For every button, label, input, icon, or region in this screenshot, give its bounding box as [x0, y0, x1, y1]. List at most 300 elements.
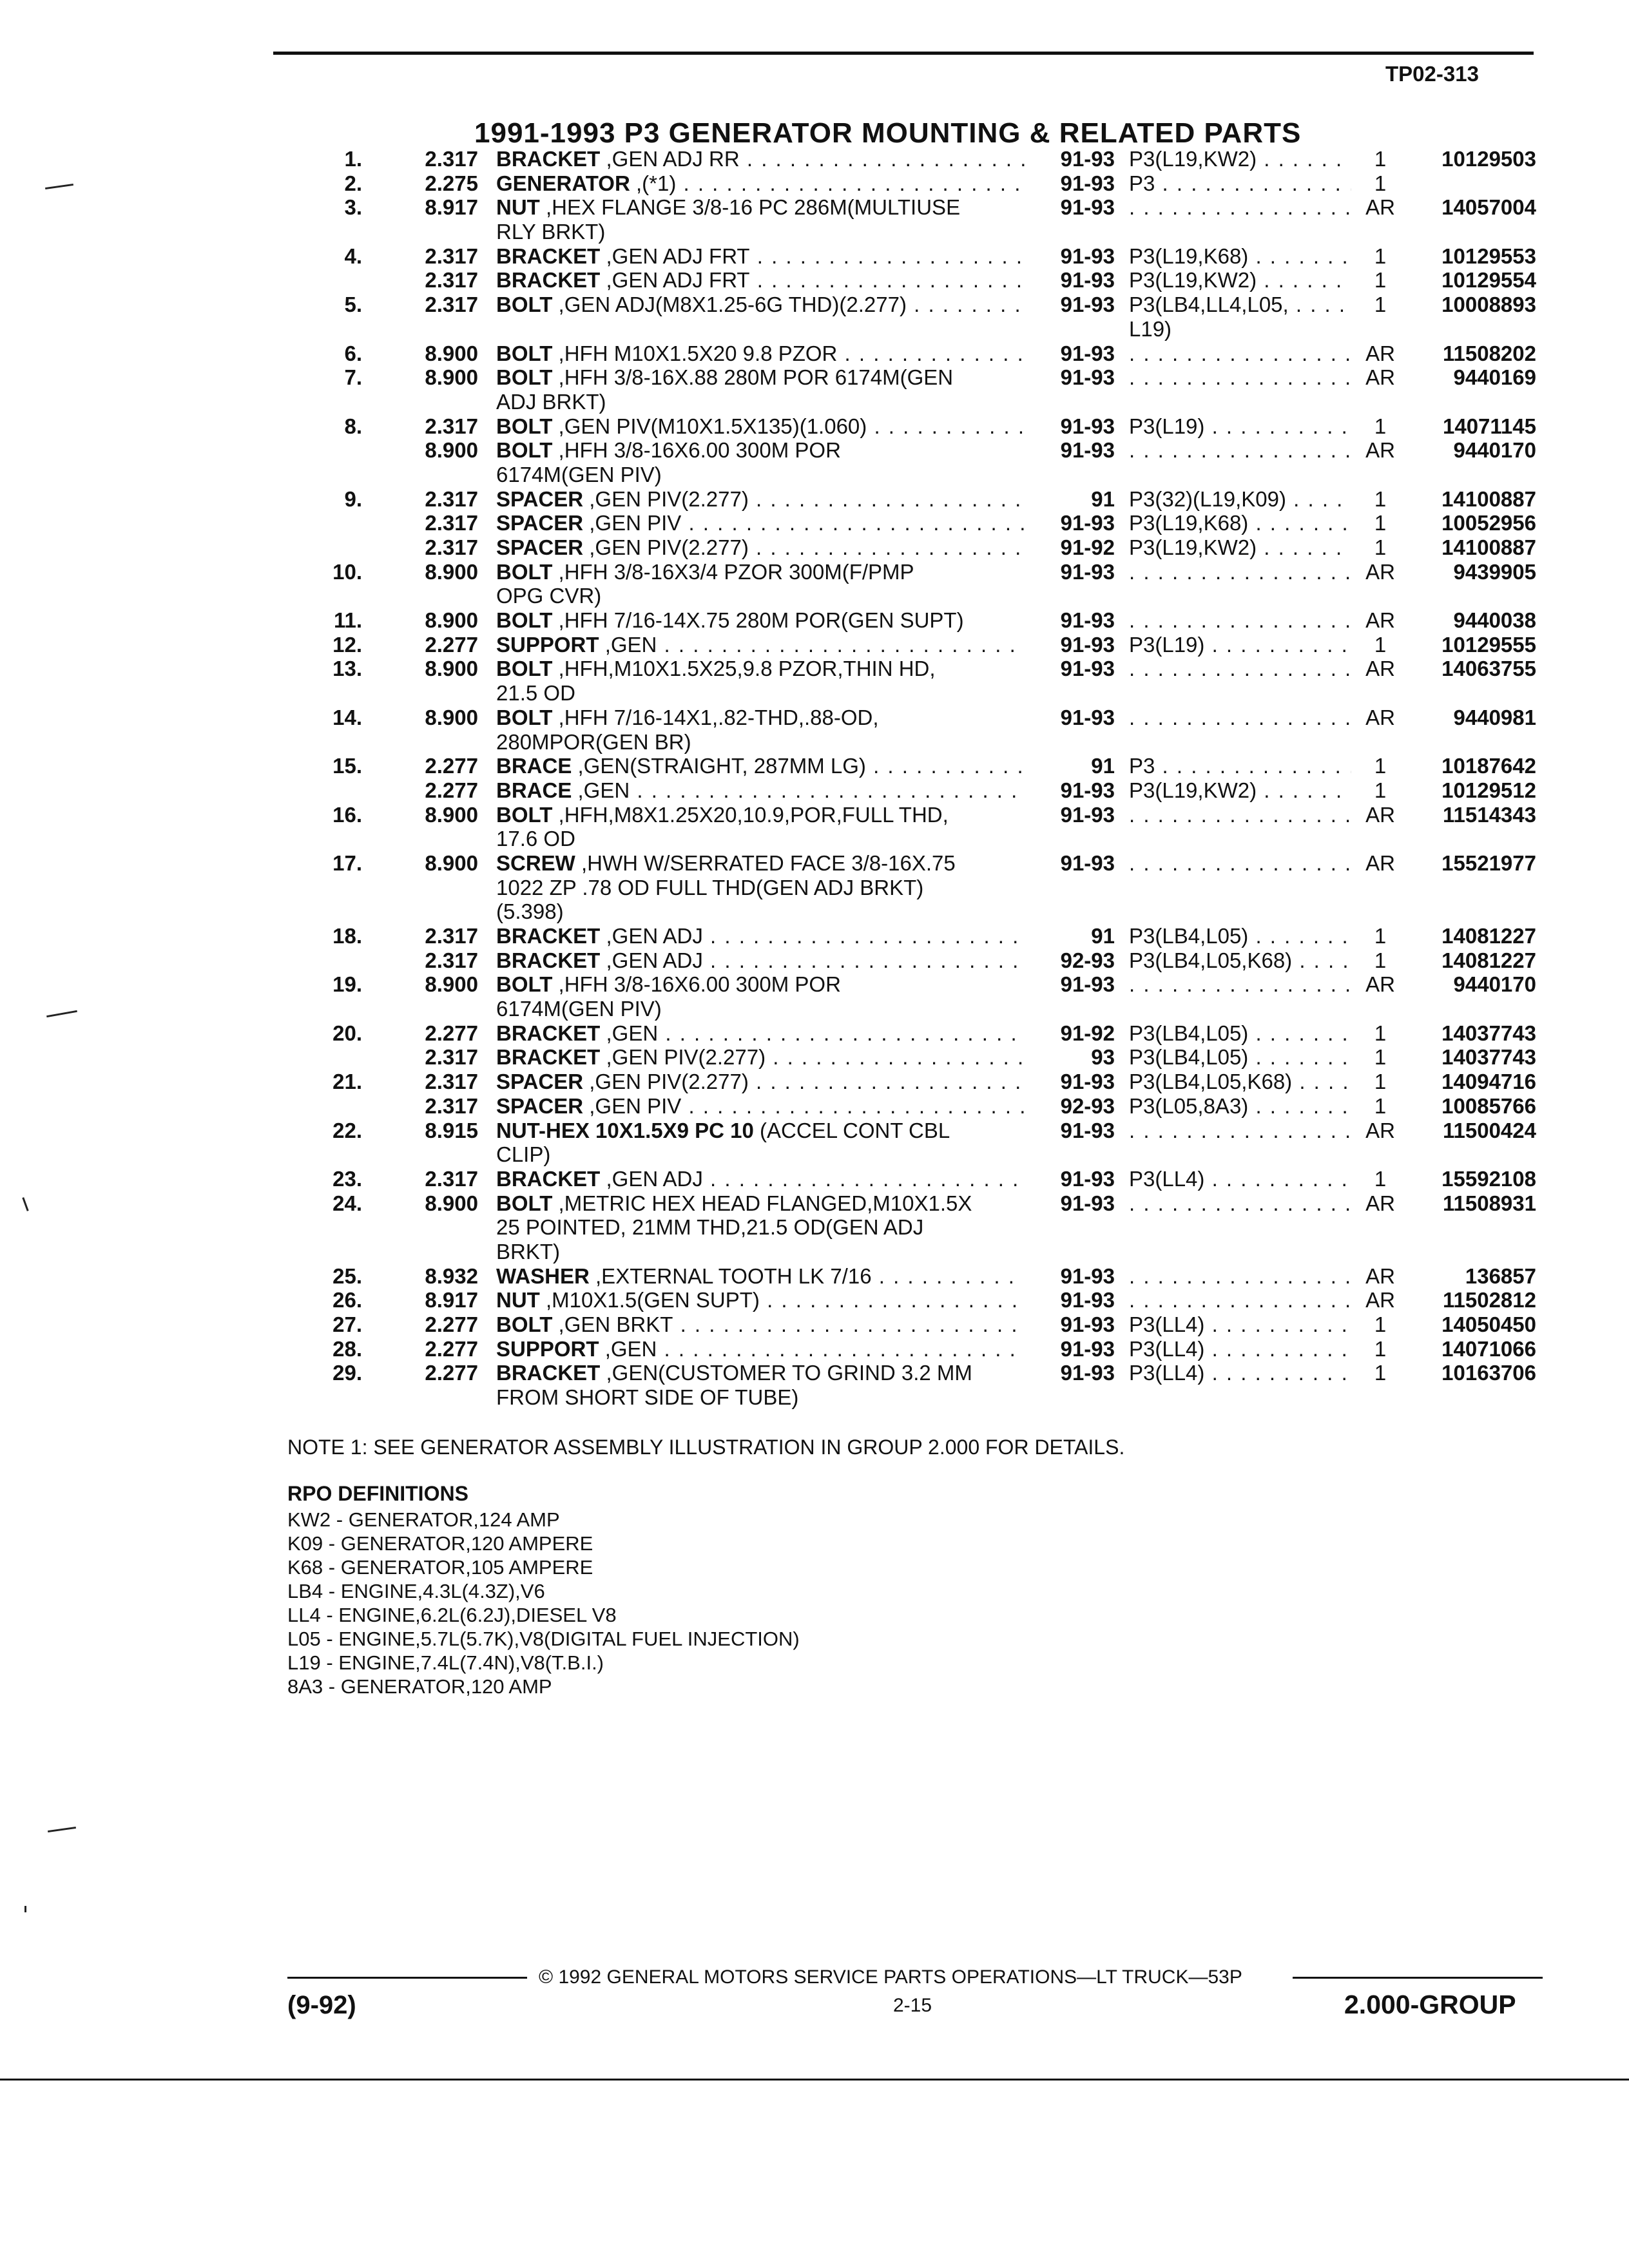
part-description: [496, 268, 1025, 293]
part-detail: ,GEN: [599, 1336, 657, 1361]
model-years: 91-93: [1060, 1070, 1115, 1094]
rpo-usage: P3 . . .: [1129, 754, 1351, 778]
rpo-usage: P3(L19,K68) . . .: [1129, 511, 1351, 535]
rpo-definition: 8A3 - GENERATOR,120 AMP: [287, 1675, 552, 1698]
parts-row-main: [0, 341, 1629, 366]
quantity: 1: [1374, 632, 1387, 657]
part-number: 14063755: [1441, 657, 1536, 681]
part-number: 10085766: [1441, 1093, 1536, 1118]
group-number: 8.900: [425, 608, 478, 633]
parts-row: [0, 803, 1629, 851]
quantity: 1: [1374, 1070, 1387, 1094]
part-name: WASHER: [496, 1264, 590, 1288]
part-detail: ,GEN ADJ FRT: [600, 244, 750, 268]
parts-row-main: [0, 972, 1629, 997]
part-number: 10129512: [1441, 778, 1536, 802]
part-description: [496, 560, 1025, 584]
rpo-usage: [1129, 972, 1351, 997]
parts-row-continuation: [0, 584, 1629, 608]
part-detail: ,GEN ADJ: [600, 1166, 703, 1191]
parts-row-continuation: [0, 1385, 1629, 1410]
part-description: [496, 511, 1025, 535]
part-description-continued: 1022 ZP .78 OD FULL THD(GEN ADJ BRKT): [496, 875, 924, 899]
model-years: 91-93: [1060, 705, 1115, 729]
parts-row: [0, 851, 1629, 924]
parts-row: [0, 1021, 1629, 1046]
parts-row: [0, 608, 1629, 633]
part-detail: ,HFH 7/16-14X.75 280M POR(GEN SUPT): [552, 608, 964, 633]
part-description: [496, 851, 1025, 876]
part-name: SPACER: [496, 1093, 584, 1118]
part-detail: ,GEN PIV: [583, 511, 682, 535]
rpo-usage: P3(LB4,L05) . . .: [1129, 1045, 1351, 1070]
rpo-usage: P3(LL4) . . .: [1129, 1361, 1351, 1385]
part-name: BOLT: [496, 1312, 553, 1336]
model-years: 91-93: [1060, 1166, 1115, 1191]
rpo-usage: P3(L19,KW2) . . .: [1129, 147, 1351, 171]
group-number: 8.900: [425, 705, 478, 729]
part-name: BRACKET: [496, 948, 601, 972]
parts-row: [0, 268, 1629, 293]
group-number: 2.317: [425, 1070, 478, 1094]
quantity: 1: [1374, 293, 1387, 317]
part-detail: ,GEN PIV(2.277): [583, 486, 749, 511]
quantity: 1: [1374, 754, 1387, 778]
parts-row-continuation: [0, 681, 1629, 706]
model-years: 91-93: [1060, 850, 1115, 875]
group-number: 8.900: [425, 850, 478, 875]
parts-row: [0, 147, 1629, 171]
parts-list: [0, 147, 1629, 1410]
part-detail: ,GEN PIV(M10X1.5X135)(1.060): [552, 414, 867, 438]
part-number: 15592108: [1441, 1166, 1536, 1191]
part-number: 10187642: [1441, 754, 1536, 778]
rpo-usage: [1129, 341, 1351, 366]
parts-row: [0, 1045, 1629, 1070]
part-number: 14071066: [1441, 1336, 1536, 1361]
quantity: 1: [1374, 948, 1387, 972]
part-detail: ,HFH 3/8-16X.88 280M POR 6174M(GEN: [552, 365, 954, 390]
part-detail: ,GEN PIV: [583, 1093, 682, 1118]
part-name: NUT: [496, 195, 540, 220]
part-detail: ,EXTERNAL TOOTH LK 7/16: [589, 1264, 872, 1288]
parts-row: [0, 487, 1629, 512]
part-description-continued: BRKT): [496, 1239, 560, 1264]
quantity: AR: [1365, 438, 1395, 463]
quantity: AR: [1365, 559, 1395, 584]
quantity: 1: [1374, 1312, 1387, 1336]
part-description-continued: 17.6 OD: [496, 827, 575, 851]
part-name: BRACKET: [496, 924, 601, 948]
part-name: BRACE: [496, 778, 572, 802]
note: NOTE 1: SEE GENERATOR ASSEMBLY ILLUSTRATION IN GROUP 2.000 FOR DETAILS.: [287, 1436, 1125, 1459]
model-years: 91-93: [1060, 632, 1115, 657]
group-number: 2.277: [425, 1361, 478, 1385]
rpo-usage-continued: L19): [1129, 316, 1172, 341]
rpo-usage: P3(LL4) . . .: [1129, 1312, 1351, 1337]
rpo-usage: P3(LB4,L05,K68) . . .: [1129, 948, 1351, 973]
rpo-usage: P3(LB4,L05) . . .: [1129, 1021, 1351, 1046]
part-description: [496, 803, 1025, 827]
parts-row-main: [0, 195, 1629, 220]
quantity: AR: [1365, 341, 1395, 365]
part-name: BOLT: [496, 365, 553, 390]
quantity: 1: [1374, 244, 1387, 268]
part-description: [496, 657, 1025, 681]
rpo-usage: P3(L19,KW2) . . .: [1129, 778, 1351, 803]
parts-row: [0, 1119, 1629, 1167]
part-number: 14100887: [1441, 486, 1536, 511]
rpo-usage: P3(L19,KW2) . . .: [1129, 535, 1351, 560]
quantity: 1: [1374, 1045, 1387, 1070]
parts-row-main: [0, 633, 1629, 657]
part-number: 11500424: [1442, 1118, 1536, 1142]
parts-row-main: [0, 948, 1629, 973]
copyright: © 1992 GENERAL MOTORS SERVICE PARTS OPERATIONS—LT TRUCK—53P: [539, 1966, 1242, 1988]
part-number: 11502812: [1442, 1288, 1536, 1312]
part-description: [496, 147, 1025, 171]
top-rule: [273, 52, 1534, 55]
model-years: 91-93: [1060, 414, 1115, 438]
part-description: [496, 1167, 1025, 1191]
part-name: BOLT: [496, 608, 553, 633]
item-number: 20.: [333, 1021, 362, 1045]
rpo-definitions-list: [287, 1508, 800, 1698]
parts-row: [0, 341, 1629, 366]
group-number: 2.317: [425, 414, 478, 438]
parts-row-continuation: [0, 220, 1629, 244]
item-number: 10.: [333, 559, 362, 584]
rpo-usage: P3(LB4,L05,K68) . . .: [1129, 1070, 1351, 1094]
part-name: BOLT: [496, 972, 553, 997]
part-number: 9439905: [1453, 559, 1536, 584]
part-description: [496, 1119, 1025, 1143]
part-detail: (ACCEL CONT CBL: [753, 1118, 950, 1142]
part-number: 10008893: [1441, 293, 1536, 317]
part-description: [496, 487, 1025, 512]
parts-row: [0, 560, 1629, 608]
part-name: SPACER: [496, 511, 584, 535]
part-name: BRACKET: [496, 244, 601, 268]
part-number: 9440169: [1453, 365, 1536, 390]
part-number: 11508202: [1442, 341, 1536, 365]
rpo-definition: L05 - ENGINE,5.7L(5.7K),V8(DIGITAL FUEL INJECTION): [287, 1628, 800, 1650]
part-name: BRACKET: [496, 147, 601, 171]
part-number: 11514343: [1442, 802, 1536, 827]
model-years: 91-93: [1060, 268, 1115, 293]
parts-row: [0, 293, 1629, 341]
part-name: BOLT: [496, 341, 553, 365]
part-description: [496, 414, 1025, 439]
rpo-usage: [1129, 706, 1351, 730]
group-number: 2.277: [425, 632, 478, 657]
item-number: 27.: [333, 1312, 362, 1336]
quantity: AR: [1365, 195, 1395, 220]
part-description: [496, 924, 1025, 948]
part-name: BOLT: [496, 438, 553, 463]
part-detail: ,HFH M10X1.5X20 9.8 PZOR: [552, 341, 838, 365]
part-name: SPACER: [496, 486, 584, 511]
group-label: 2.000-GROUP: [1344, 1990, 1516, 2019]
parts-row: [0, 1264, 1629, 1289]
parts-row-continuation: [0, 1240, 1629, 1264]
rpo-usage: P3(L19) . . .: [1129, 414, 1351, 439]
item-number: 29.: [333, 1361, 362, 1385]
item-number: 24.: [333, 1191, 362, 1215]
quantity: 1: [1374, 778, 1387, 802]
model-years: 91-93: [1060, 1312, 1115, 1336]
model-years: 91-92: [1060, 1021, 1115, 1045]
part-detail: ,HFH,M8X1.25X20,10.9,POR,FULL THD,: [552, 802, 949, 827]
quantity: 1: [1374, 171, 1387, 195]
quantity: 1: [1374, 1021, 1387, 1045]
rpo-usage: P3(32)(L19,K09) . . .: [1129, 487, 1351, 512]
part-description: [496, 1337, 1025, 1361]
group-number: 2.277: [425, 1336, 478, 1361]
group-number: 2.317: [425, 511, 478, 535]
rpo-usage: P3(LL4) . . .: [1129, 1167, 1351, 1191]
item-number: 22.: [333, 1118, 362, 1142]
item-number: 9.: [344, 486, 362, 511]
part-description: [496, 244, 1025, 269]
parts-row-main: [0, 924, 1629, 948]
group-number: 2.275: [425, 171, 478, 195]
item-number: 6.: [344, 341, 362, 365]
parts-row: [0, 171, 1629, 196]
rpo-definition: LL4 - ENGINE,6.2L(6.2J),DIESEL V8: [287, 1604, 617, 1626]
part-detail: ,HFH 3/8-16X6.00 300M POR: [552, 438, 841, 463]
part-name: BOLT: [496, 414, 553, 438]
parts-row-main: [0, 511, 1629, 535]
part-description: [496, 171, 1025, 196]
parts-row: [0, 1361, 1629, 1409]
item-number: 21.: [333, 1070, 362, 1094]
rpo-usage: [1129, 365, 1351, 390]
parts-row: [0, 1094, 1629, 1119]
parts-row-main: [0, 803, 1629, 827]
part-detail: ,HFH 3/8-16X3/4 PZOR 300M(F/PMP: [552, 559, 914, 584]
part-number: 14094716: [1441, 1070, 1536, 1094]
part-description: [496, 778, 1025, 803]
item-number: 26.: [333, 1288, 362, 1312]
model-years: 91-93: [1060, 1288, 1115, 1312]
model-years: 91-93: [1060, 244, 1115, 268]
rpo-usage: P3(L19,K68) . . .: [1129, 244, 1351, 269]
quantity: AR: [1365, 1288, 1395, 1312]
part-name: BOLT: [496, 1191, 553, 1215]
group-number: 2.317: [425, 948, 478, 972]
part-description: [496, 1045, 1025, 1070]
group-number: 8.900: [425, 657, 478, 681]
part-description-continued: 21.5 OD: [496, 681, 575, 706]
item-number: 7.: [344, 365, 362, 390]
model-years: 91-93: [1060, 802, 1115, 827]
parts-row: [0, 438, 1629, 486]
parts-row-continuation: [0, 390, 1629, 414]
model-years: 91-93: [1060, 438, 1115, 463]
item-number: 4.: [344, 244, 362, 268]
model-years: 92-93: [1060, 948, 1115, 972]
part-name: BRACKET: [496, 1021, 601, 1045]
group-number: 2.317: [425, 486, 478, 511]
model-years: 91-93: [1060, 341, 1115, 365]
model-years: 91: [1091, 924, 1115, 948]
parts-row: [0, 414, 1629, 439]
part-number: 10129554: [1441, 268, 1536, 293]
parts-row-main: [0, 657, 1629, 681]
quantity: 1: [1374, 1336, 1387, 1361]
rpo-definition: LB4 - ENGINE,4.3L(4.3Z),V6: [287, 1580, 545, 1602]
item-number: 5.: [344, 293, 362, 317]
rpo-usage: P3(LB4,L05) . . .: [1129, 924, 1351, 948]
part-description-continued: CLIP): [496, 1142, 551, 1167]
item-number: 17.: [333, 850, 362, 875]
parts-row: [0, 1337, 1629, 1361]
group-number: 2.317: [425, 1166, 478, 1191]
model-years: 91-93: [1060, 147, 1115, 171]
part-description-continued: FROM SHORT SIDE OF TUBE): [496, 1385, 799, 1410]
quantity: AR: [1365, 850, 1395, 875]
part-description: [496, 754, 1025, 778]
group-number: 2.317: [425, 1045, 478, 1070]
rpo-usage: P3(L05,8A3) . . .: [1129, 1094, 1351, 1119]
part-name: GENERATOR: [496, 171, 630, 195]
part-number: 9440170: [1453, 972, 1536, 997]
parts-row-continuation: [0, 876, 1629, 900]
model-years: 91-93: [1060, 657, 1115, 681]
part-description-continued: 280MPOR(GEN BR): [496, 729, 691, 754]
model-years: 91-93: [1060, 293, 1115, 317]
group-number: 2.277: [425, 754, 478, 778]
part-detail: ,HFH,M10X1.5X25,9.8 PZOR,THIN HD,: [552, 657, 936, 681]
parts-row-main: [0, 293, 1629, 317]
quantity: 1: [1374, 511, 1387, 535]
parts-row: [0, 633, 1629, 657]
item-number: 12.: [333, 632, 362, 657]
parts-row-continuation: [0, 730, 1629, 754]
part-description-continued: 6174M(GEN PIV): [496, 997, 662, 1021]
quantity: 1: [1374, 535, 1387, 559]
item-number: 28.: [333, 1336, 362, 1361]
part-detail: ,METRIC HEX HEAD FLANGED,M10X1.5X: [552, 1191, 972, 1215]
item-number: 8.: [344, 414, 362, 438]
group-number: 8.917: [425, 195, 478, 220]
part-number: 136857: [1465, 1264, 1536, 1288]
rpo-definition: KW2 - GENERATOR,124 AMP: [287, 1508, 560, 1531]
parts-row: [0, 754, 1629, 778]
part-name: SPACER: [496, 1070, 584, 1094]
rpo-usage: [1129, 560, 1351, 584]
model-years: 91-93: [1060, 1264, 1115, 1288]
part-detail: ,HWH W/SERRATED FACE 3/8-16X.75: [575, 850, 956, 875]
model-years: 91-93: [1060, 365, 1115, 390]
part-detail: ,HFH 3/8-16X6.00 300M POR: [552, 972, 841, 997]
part-detail: ,GEN BRKT: [552, 1312, 673, 1336]
part-description: [496, 341, 1025, 366]
parts-row-main: [0, 147, 1629, 171]
part-description: [496, 1021, 1025, 1046]
rpo-usage: P3(LL4) . . .: [1129, 1337, 1351, 1361]
bottom-rule: [0, 2079, 1629, 2081]
rpo-usage: [1129, 608, 1351, 633]
rpo-usage: P3 . . .: [1129, 171, 1351, 196]
quantity: 1: [1374, 924, 1387, 948]
part-number: 14037743: [1441, 1021, 1536, 1045]
page-number: 2-15: [893, 1995, 932, 2016]
part-detail: ,GEN: [572, 778, 630, 802]
model-years: 91-93: [1060, 608, 1115, 633]
parts-row-main: [0, 1361, 1629, 1385]
part-number: 10129553: [1441, 244, 1536, 268]
part-detail: ,HFH 7/16-14X1,.82-THD,.88-OD,: [552, 705, 879, 729]
part-description-continued: ADJ BRKT): [496, 389, 606, 414]
part-detail: ,GEN ADJ FRT: [600, 268, 750, 293]
part-detail: ,GEN(CUSTOMER TO GRIND 3.2 MM: [600, 1361, 972, 1385]
part-number: 10129503: [1441, 147, 1536, 171]
part-detail: ,GEN ADJ: [600, 948, 703, 972]
part-name: SUPPORT: [496, 1336, 599, 1361]
rpo-usage: [1129, 1264, 1351, 1289]
part-name: BOLT: [496, 293, 553, 317]
parts-row-main: [0, 608, 1629, 633]
part-description: [496, 1288, 1025, 1312]
group-number: 2.317: [425, 924, 478, 948]
parts-row-continuation: [0, 1142, 1629, 1167]
parts-row: [0, 1191, 1629, 1264]
part-detail: ,GEN PIV(2.277): [600, 1045, 766, 1070]
rpo-usage: P3(L19) . . .: [1129, 633, 1351, 657]
part-description-continued: 25 POINTED, 21MM THD,21.5 OD(GEN ADJ: [496, 1215, 924, 1240]
margin-mark: [24, 1906, 26, 1912]
quantity: AR: [1365, 1264, 1395, 1288]
part-name: NUT: [496, 1288, 540, 1312]
rpo-usage: [1129, 1119, 1351, 1143]
parts-row-main: [0, 560, 1629, 584]
parts-row: [0, 657, 1629, 705]
group-number: 2.277: [425, 1021, 478, 1045]
parts-row-main: [0, 487, 1629, 512]
part-number: 11508931: [1442, 1191, 1536, 1215]
item-number: 19.: [333, 972, 362, 997]
group-number: 8.900: [425, 972, 478, 997]
parts-row-main: [0, 778, 1629, 803]
part-description: [496, 608, 1025, 633]
part-number: 9440981: [1453, 705, 1536, 729]
model-years: 92-93: [1060, 1093, 1115, 1118]
parts-row-main: [0, 535, 1629, 560]
item-number: 3.: [344, 195, 362, 220]
revision-date: (9-92): [287, 1991, 356, 2019]
parts-row-main: [0, 1191, 1629, 1216]
part-detail: ,GEN PIV(2.277): [583, 1070, 749, 1094]
parts-row-main: [0, 1094, 1629, 1119]
part-description-continued: OPG CVR): [496, 584, 602, 608]
part-name: BOLT: [496, 802, 553, 827]
parts-row: [0, 195, 1629, 244]
quantity: AR: [1365, 972, 1395, 997]
group-number: 2.277: [425, 778, 478, 802]
model-years: 91-93: [1060, 1336, 1115, 1361]
group-number: 2.317: [425, 1093, 478, 1118]
quantity: 1: [1374, 147, 1387, 171]
part-number: 14050450: [1441, 1312, 1536, 1336]
part-number: 14057004: [1441, 195, 1536, 220]
parts-row: [0, 948, 1629, 973]
part-description: [496, 1191, 1025, 1216]
parts-row: [0, 1167, 1629, 1191]
parts-row-main: [0, 438, 1629, 463]
parts-row-main: [0, 365, 1629, 390]
